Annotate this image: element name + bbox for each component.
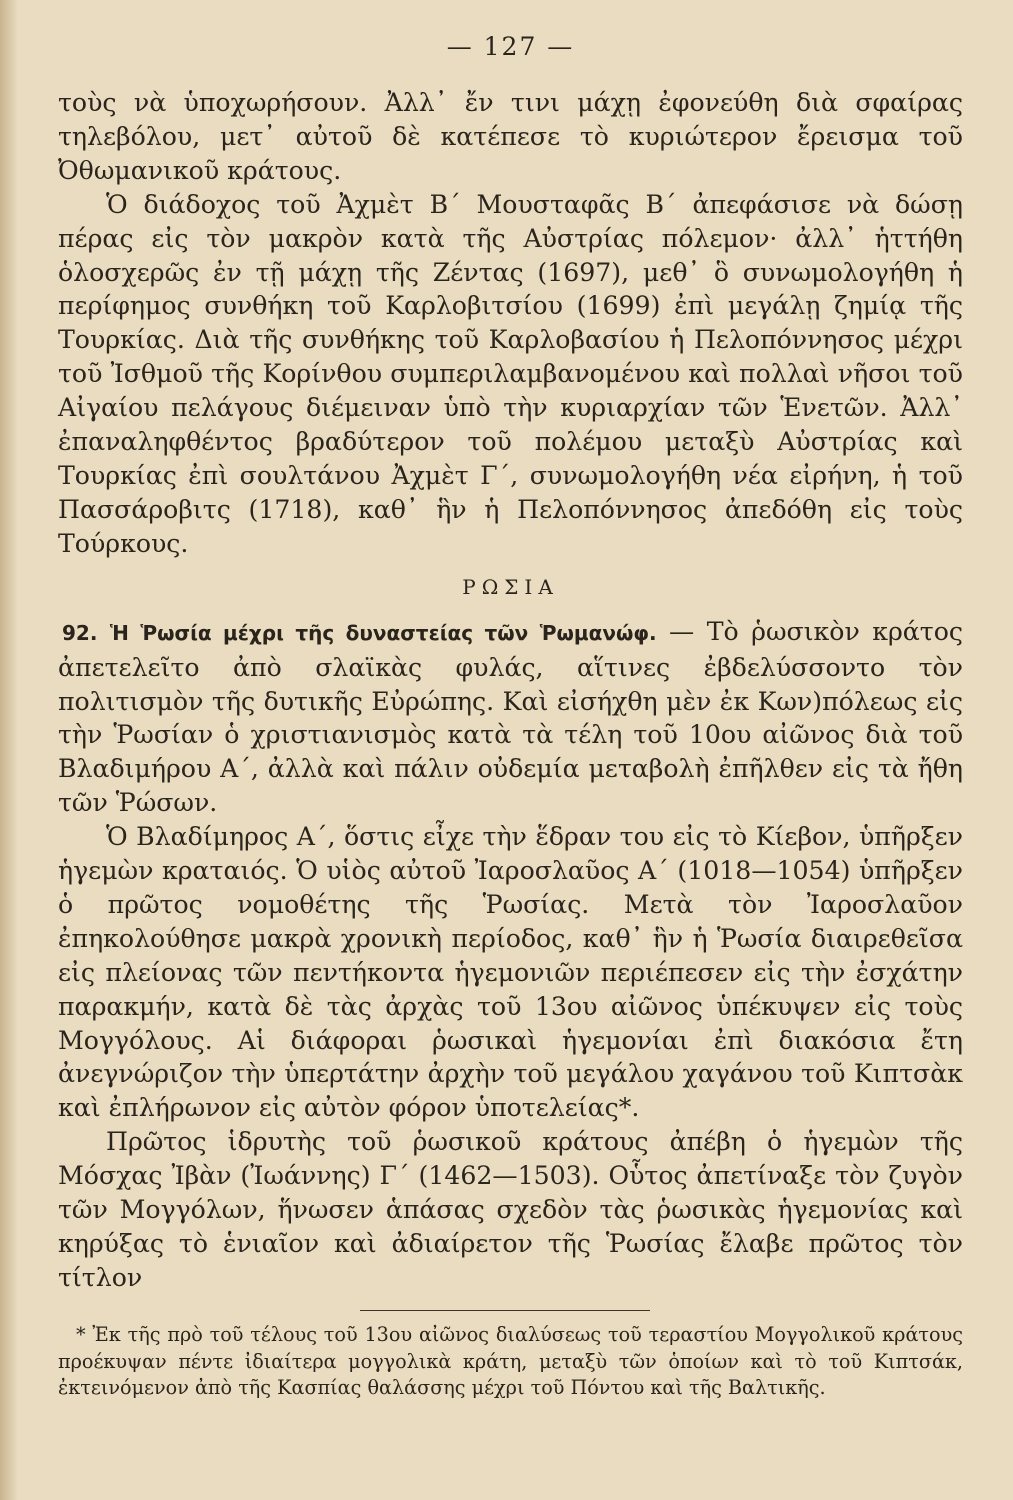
subsection-number: 92.	[62, 620, 98, 645]
subsection-92	[58, 615, 963, 820]
subsection-title: Ἡ Ῥωσία μέχρι τῆς δυναστείας τῶν Ῥωμανώφ.	[109, 620, 657, 645]
paragraph-treaties: Ὁ διάδοχος τοῦ Ἀχμὲτ Β΄ Μουσταφᾶς Β΄ ἀπεφάσισε νὰ δώσῃ πέρας εἰς τὸν μακρὸν κατὰ τῆς Αὐστρίας πόλεμον· ἀλλ᾽ ἡττήθη ὁλοσχερῶς ἐν τῇ μάχῃ τῆς Ζέντας (1697), μεθ᾽ ὃ συνωμολογήθη ἡ περίφημος συνθήκη τοῦ Καρλοβιτσίου (1699) ἐπὶ μεγάλῃ ζημίᾳ τῆς Τουρκίας. Διὰ τῆς συνθήκης τοῦ Καρλοβασίου ἡ Πελοπόννησος μέχρι τοῦ Ἰσθμοῦ τῆς Κορίνθου συμπεριλαμβανομένου καὶ πολλαὶ νῆσοι τοῦ Αἰγαίου πελάγους διέμειναν ὑπὸ τὴν κυριαρχίαν τῶν Ἑνετῶν. Ἀλλ᾽ ἐπαναληφθέντος βραδύτερον τοῦ πολέμου μεταξὺ Αὐστρίας καὶ Τουρκίας ἐπὶ σουλτάνου Ἀχμὲτ Γ΄, συνωμολογήθη νέα εἰρήνη, ἡ τοῦ Πασσάροβιτς (1718), καθ᾽ ἣν ἡ Πελοπόννησος ἀπεδόθη εἰς τοὺς Τούρκους.	[58, 189, 963, 558]
page-number: — 127 —	[446, 32, 575, 61]
paragraph-ottoman-decline: τοὺς νὰ ὑποχωρήσουν. Ἀλλ᾽ ἔν τινι μάχῃ ἐφονεύθη διὰ σφαίρας τηλεβόλου, μετ᾽ αὐτοῦ δὲ κατέπεσε τὸ κυριώτερον ἔρεισμα τοῦ Ὀθωμανικοῦ κράτους.	[58, 88, 963, 185]
paragraph-ivan: Πρῶτος ἱδρυτὴς τοῦ ῥωσικοῦ κράτους ἀπέβη ὁ ἡγεμὼν τῆς Μόσχας Ἰβὰν (Ἰωάννης) Γ΄ (1462—1503). Οὗτος ἀπετίναξε τὸν ζυγὸν τῶν Μογγόλων, ἥνωσεν ἁπάσας σχεδὸν τὰς ῥωσικὰς ἡγεμονίας καὶ κηρύξας τὸ ἑνιαῖον καὶ ἀδιαίρετον τῆς Ῥωσίας ἔλαβε πρῶτος τὸν τίτλον	[58, 1127, 963, 1292]
footnote-divider	[360, 1310, 650, 1311]
section-heading-russia: ΡΩΣΙΑ	[462, 574, 559, 599]
subsection-body: — Τὸ ῥωσικὸν κράτος ἀπετελεῖτο ἀπὸ σλαϊκὰς φυλάς, αἵτινες ἐβδελύσσοντο τὸν πολιτισμὸν τῆς δυτικῆς Εὐρώπης. Καὶ εἰσήχθη μὲν ἐκ Κων)πόλεως εἰς τὴν Ῥωσίαν ὁ χριστιανισμὸς κατὰ τὰ τέλη τοῦ 10ου αἰῶνος διὰ τοῦ Βλαδιμήρου Α΄, ἀλλὰ καὶ πάλιν οὐδεμία μεταβολὴ ἐπῆλθεν εἰς τὰ ἤθη τῶν Ῥώσων.	[58, 616, 964, 818]
footnote: * Ἐκ τῆς πρὸ τοῦ τέλους τοῦ 13ου αἰῶνος διαλύσεως τοῦ τεραστίου Μογγολικοῦ κράτους προέκυψαν πέντε ἰδιαίτερα μογγολικὰ κράτη, μεταξὺ τῶν ὁποίων καὶ τὸ τοῦ Κιπτσάκ, ἐκτεινόμενον ἀπὸ τῆς Κασπίας θαλάσσης μέχρι τοῦ Πόντου καὶ τῆς Βαλτικῆς.	[58, 1323, 963, 1399]
page-text-block	[58, 30, 963, 1295]
paragraph-vladimir: Ὁ Βλαδίμηρος Α΄, ὅστις εἶχε τὴν ἕδραν του εἰς τὸ Κίεβον, ὑπῆρξεν ἡγεμὼν κραταιός. Ὁ υἱὸς αὐτοῦ Ἰαροσλαῦος Α΄ (1018—1054) ὑπῆρξεν ὁ πρῶτος νομοθέτης τῆς Ῥωσίας. Μετὰ τὸν Ἰαροσλαῦον ἐπηκολούθησε μακρὰ χρονικὴ περίοδος, καθ᾽ ἣν ἡ Ῥωσία διαιρεθεῖσα εἰς πλείονας τῶν πεντήκοντα ἡγεμονιῶν περιέπεσεν εἰς τὴν ἐσχάτην παρακμήν, κατὰ δὲ τὰς ἀρχὰς τοῦ 13ου αἰῶνος ὑπέκυψεν εἰς τοὺς Μογγόλους. Αἱ διάφοραι ῥωσικαὶ ἡγεμονίαι ἐπὶ διακόσια ἔτη ἀνεγνώριζον τὴν ὑπερτάτην ἀρχὴν τοῦ μεγάλου χαγάνου τοῦ Κιπτσὰκ καὶ ἐπλήρωνον εἰς αὐτὸν φόρον ὑποτελείας*.	[58, 822, 963, 1123]
page-binding-edge	[0, 0, 18, 1500]
